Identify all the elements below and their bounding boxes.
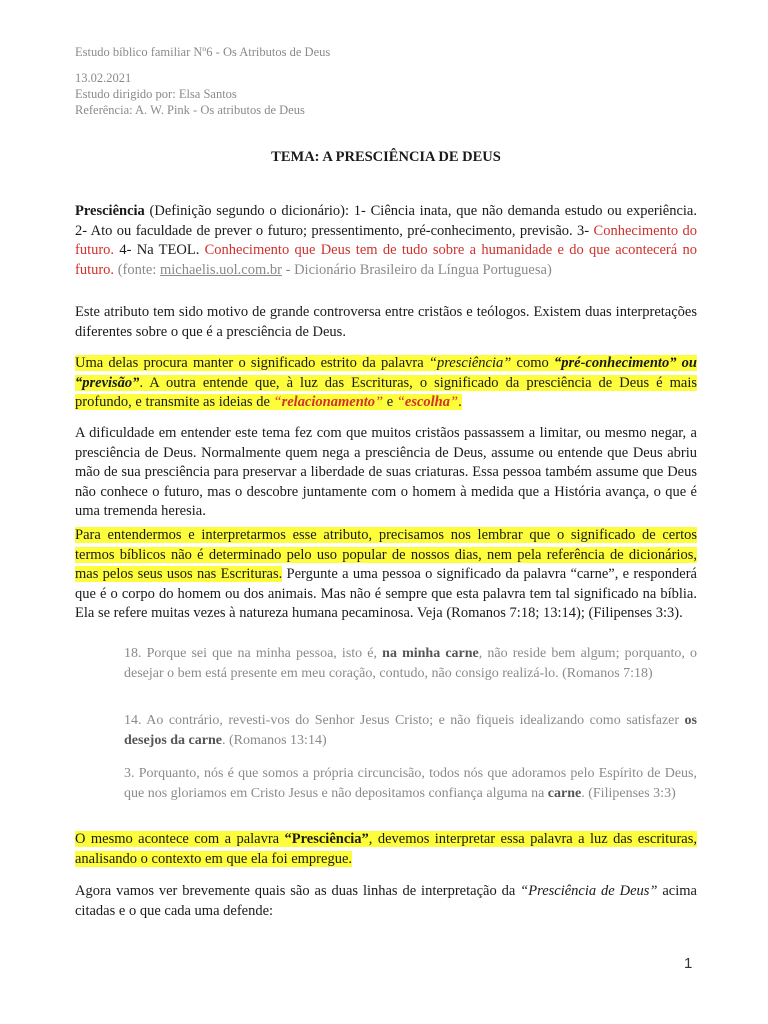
paragraph-difficulty: A dificuldade em entender este tema fez com que muitos cristãos passassem a limitar, ou mesmo negar, a presciência de Deus. Normalmente quem nega a presciência de Deus, assume ou entende que Deus abriu mão de sua presciência para preservar a liberdade de suas criaturas. Essa pessoa também assume que Deus não conhece o futuro, mas o descobre juntamente com o homem à medida que a História avança, o que é uma tremenda heresia. [75,425,697,519]
highlighted-text: Para entendermos e interpretarmos esse atributo, precisamos nos lembrar que o significado de certos termos bíblicos não é determinado pelo uso popular de nossos dias, nem pela referência de dicionários, mas pelos seus usos nas Escrituras. [75,527,697,582]
red-definition-2: Conhecimento que Deus tem de tudo sobre a humanidade e do que acontecerá no futuro. [75,242,697,278]
highlighted-text: Uma delas procura manter o significado estrito da palavra “presciência” como “pré-conhecimento” ou “previsão”. A outra entende que, à luz das Escrituras, o significado da presciência de Deus é mais profundo, e transmite as ideias de “relacionamento” e “escolha”. [75,355,697,410]
paragraph-prescience-word [75,830,697,869]
source-link[interactable]: michaelis.uol.com.br [159,261,282,278]
quote-philippians-3-3: 3. Porquanto, nós é que somos a própria circuncisão, todos nós que adoramos pelo Espírito de Deus, que nos gloriamos em Cristo Jesus e não depositamos confiança alguma na carne. (Filipenses 3:3) [124,766,697,801]
paragraph-definition: Presciência (Definição segundo o dicionário): 1- Ciência inata, que não demanda estudo ou experiência. 2- Ato ou faculdade de prever o futuro; pressentimento, pré-conhecimento, previsão. 3- Conhecimento do futuro. 4- Na TEOL. Conhecimento que Deus tem de tudo sobre a humanidade e do que acontecerá no futuro. (fonte: michaelis.uol.com.br - Dicionário Brasileiro da Língua Portuguesa) [75,203,697,278]
header-reference: Referência: A. W. Pink - Os atributos de Deus [75,103,305,117]
highlighted-text: O mesmo acontece com a palavra “Presciência”, devemos interpretar essa palavra a luz das escrituras, analisando o contexto em que ela foi empregue. [75,831,697,867]
header-date: 13.02.2021 [75,71,132,85]
paragraph-next: Agora vamos ver brevemente quais são as duas linhas de interpretação da “Presciência de Deus” acima citadas e o que cada uma defende: [75,883,697,919]
header-study-title: Estudo bíblico familiar Nº6 - Os Atributos de Deus [75,45,331,59]
paragraph-controversy: Este atributo tem sido motivo de grande controversa entre cristãos e teólogos. Existem duas interpretações diferentes sobre o que é a presciência de Deus. [75,304,697,340]
paragraph-meaning: Para entendermos e interpretarmos esse atributo, precisamos nos lembrar que o significado de certos termos bíblicos não é determinado pelo uso popular de nossos dias, nem pela referência de dicionários, mas pelos seus usos nas Escrituras. Pergunte a uma pessoa o significado da palavra “carne”, e responderá que é o corpo do homem ou dos animais. Mas não é sempre que esta palavra tem tal significado na bíblia. Ela se refere muitas vezes à natureza humana pecaminosa. Veja (Romanos 7:18; 13:14); (Filipenses 3:3). [75,527,697,621]
paragraph-interpretations [75,354,697,413]
page-number: 1 [684,955,693,972]
red-definition-1: Conhecimento do futuro. [75,222,697,258]
header-led-by: Estudo dirigido por: Elsa Santos [75,87,237,101]
term-prescience: Presciência [75,203,145,219]
quote-romans-13-14: 14. Ao contrário, revesti-vos do Senhor Jesus Cristo; e não fiqueis idealizando como satisfazer os desejos da carne. (Romanos 13:14) [124,713,697,748]
page-title: TEMA: A PRESCIÊNCIA DE DEUS [271,149,501,165]
quote-romans-7-18: 18. Porque sei que na minha pessoa, isto é, na minha carne, não reside bem algum; porquanto, o desejar o bem está presente em meu coração, contudo, não consigo realizá-lo. (Romanos 7:18) [124,646,698,681]
